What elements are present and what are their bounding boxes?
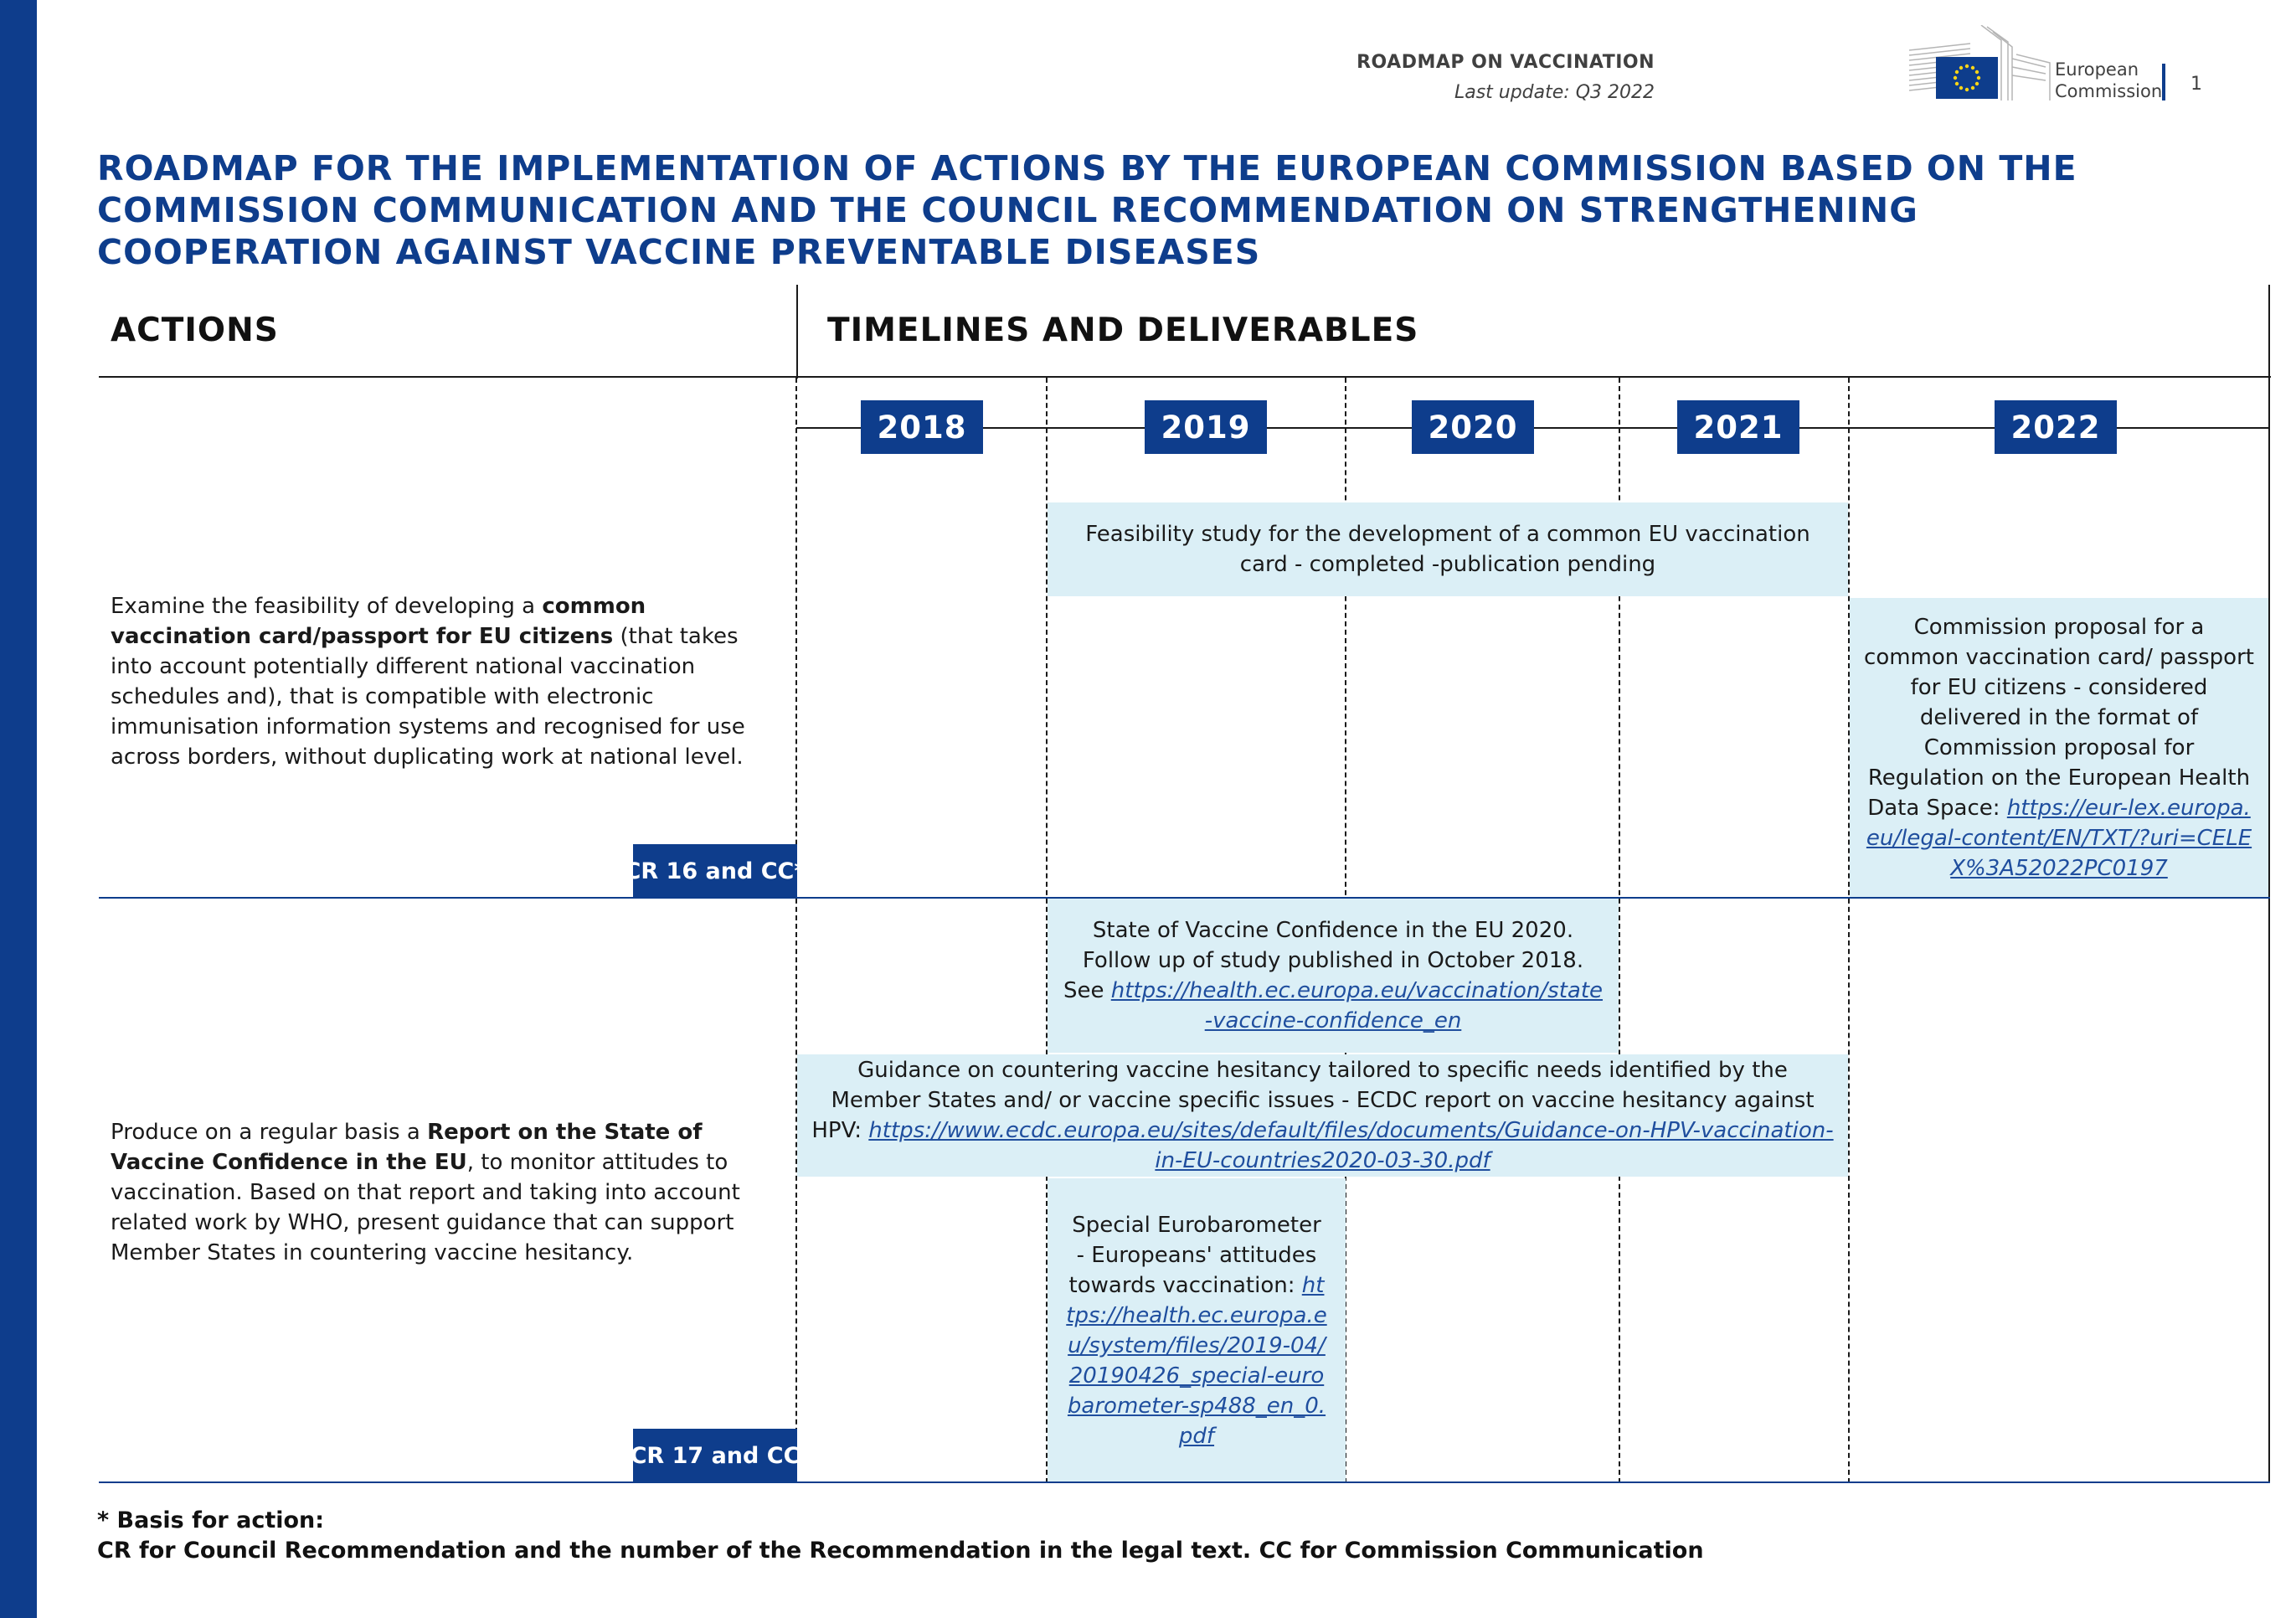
page-title: ROADMAP FOR THE IMPLEMENTATION OF ACTIONS BY THE EUROPEAN COMMISSION BASED ON THE COMMISSION COMMUNICATION AND THE COUNCIL RECOMMENDATION ON STRENGTHENING COOPERATION AGAINST VACCINE PREVENTABLE DISEASES xyxy=(97,148,2077,272)
table-right-border xyxy=(2268,285,2270,1483)
basis-badge-cr17: CR 17 and CC xyxy=(633,1429,797,1482)
logo-wordmark: European Commission xyxy=(2055,59,2163,101)
footnote-text: CR for Council Recommendation and the number of the Recommendation in the legal text. CC for Commission Communication xyxy=(97,1538,1704,1564)
left-accent-bar xyxy=(0,0,37,1618)
year-2018: 2018 xyxy=(861,400,983,454)
footnote-heading: * Basis for action: xyxy=(97,1507,325,1533)
timelines-column-header: TIMELINES AND DELIVERABLES xyxy=(827,312,1419,349)
deliverable-hpv-guidance: Guidance on countering vaccine hesitancy tailored to specific needs identified by the Member States and/ or vaccine specific issues - ECDC report on vaccine hesitancy against HPV: https://www.ecdc.europa.eu/sites/default/files/documents/Guidance-on-HPV-vaccination-in-EU-countries2020-03-30.pdf xyxy=(797,1054,1848,1177)
year-separator xyxy=(795,378,797,1483)
ecdc-hpv-link[interactable]: https://www.ecdc.europa.eu/sites/default/files/documents/Guidance-on-HPV-vaccination-in-EU-countries2020-03-30.pdf xyxy=(868,1118,1834,1173)
year-separator xyxy=(1848,378,1850,1483)
header-divider xyxy=(796,285,798,379)
deliverable-commission-proposal: Commission proposal for a common vaccination card/ passport for EU citizens - considered delivered in the format of Commission proposal for Regulation on the European Health Data Space: https://eur-lex.europa.eu/legal-content/EN/TXT/?uri=CELEX%3A52022PC0197 xyxy=(1850,598,2268,898)
basis-badge-cr16: CR 16 and CC* xyxy=(633,844,797,898)
year-2021: 2021 xyxy=(1677,400,1799,454)
action-vaccine-confidence: Produce on a regular basis a Report on the State of Vaccine Confidence in the EU, to monitor attitudes to vaccination. Based on that report and taking into account related work by WHO, present guidance that can support Member States in countering vaccine hesitancy. xyxy=(111,1120,740,1265)
page-number: 1 xyxy=(2190,74,2202,95)
deliverable-vaccine-confidence-report: State of Vaccine Confidence in the EU 2020. Follow up of study published in October 2018. See https://health.ec.europa.eu/vaccination/state-vaccine-confidence_en xyxy=(1048,899,1619,1053)
eur-lex-link[interactable]: https://eur-lex.europa.eu/legal-content/EN/TXT/?uri=CELEX%3A52022PC0197 xyxy=(1866,796,2252,881)
action-vaccination-card: Examine the feasibility of developing a common vaccination card/passport for EU citizens (that takes into account potentially different national vaccination schedules and), that is compatible with electronic immunisation information systems and recognised for use across borders, without duplicating work at national level. xyxy=(111,594,745,770)
logo-divider xyxy=(2162,64,2165,100)
year-2020: 2020 xyxy=(1412,400,1534,454)
eurobarometer-link[interactable]: https://health.ec.europa.eu/system/files/2019-04/20190426_special-eurobarometer-sp488_en_0.pdf xyxy=(1066,1272,1327,1449)
year-2022: 2022 xyxy=(1995,400,2117,454)
last-update: Last update: Q3 2022 xyxy=(1454,82,1655,103)
deliverable-eurobarometer: Special Eurobarometer - Europeans' attitudes towards vaccination: https://health.ec.europa.eu/system/files/2019-04/20190426_special-eurobarometer-sp488_en_0.pdf xyxy=(1048,1178,1346,1482)
header-rule xyxy=(99,376,2271,378)
table-bottom-rule xyxy=(99,1481,2270,1483)
year-2019: 2019 xyxy=(1145,400,1267,454)
state-vaccine-confidence-link[interactable]: https://health.ec.europa.eu/vaccination/state-vaccine-confidence_en xyxy=(1110,978,1604,1033)
deliverable-feasibility-study: Feasibility study for the development of a common EU vaccination card - completed -publication pending xyxy=(1048,502,1848,596)
actions-column-header: ACTIONS xyxy=(111,312,279,349)
doc-title: ROADMAP ON VACCINATION xyxy=(1356,52,1655,73)
